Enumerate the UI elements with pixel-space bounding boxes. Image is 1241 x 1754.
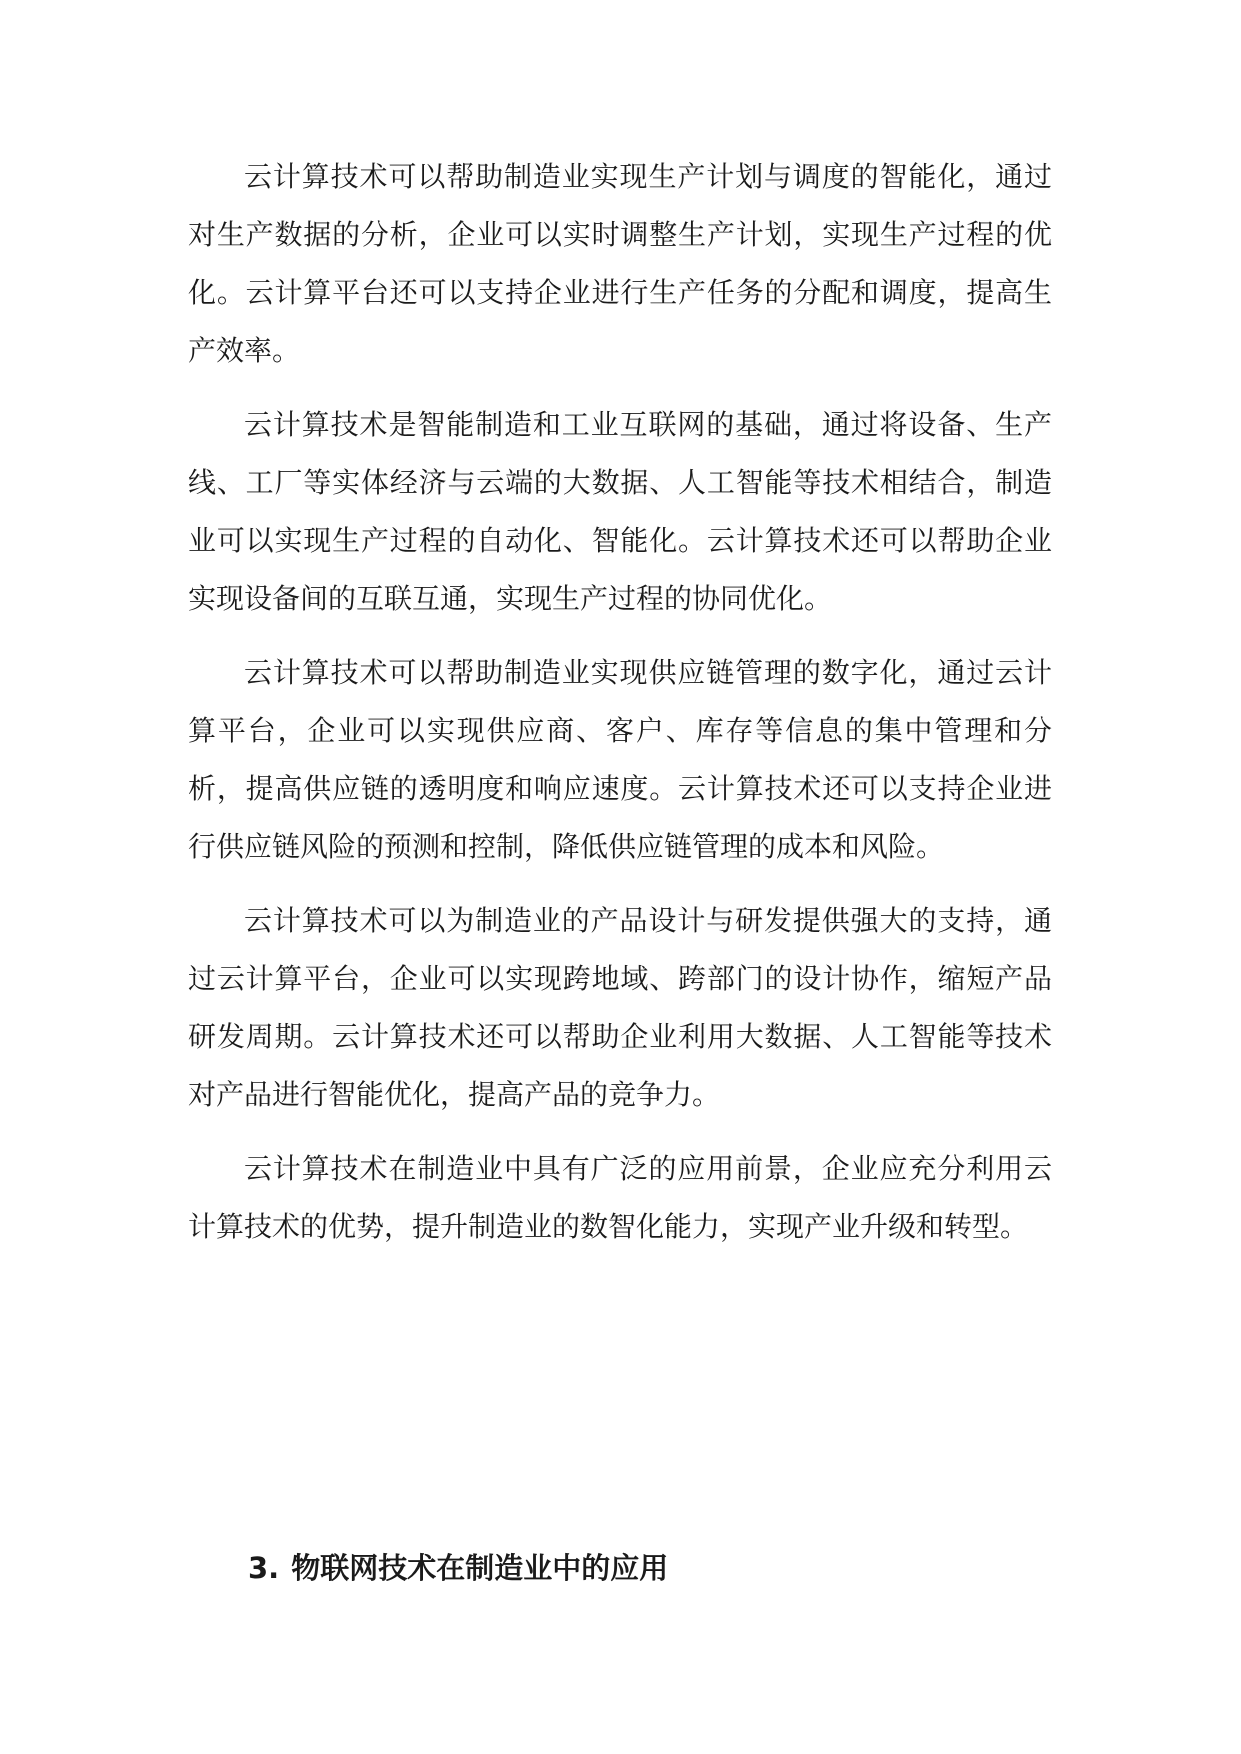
paragraph-product-design: 云计算技术可以为制造业的产品设计与研发提供强大的支持，通过云计算平台，企业可以实现跨地域、跨部门的设计协作，缩短产品研发周期。云计算技术还可以帮助企业利用大数据、人工智能等技术对产品进行智能优化，提高产品的竞争力。 [188, 904, 1052, 1111]
section-number: 3. [248, 1551, 280, 1585]
paragraph-conclusion: 云计算技术在制造业中具有广泛的应用前景，企业应充分利用云计算技术的优势，提升制造业的数智化能力，实现产业升级和转型。 [188, 1152, 1052, 1243]
section-heading [248, 1548, 1048, 1588]
section-title: 物联网技术在制造业中的应用 [291, 1551, 669, 1585]
body-text [188, 148, 1052, 1272]
paragraph-supply-chain: 云计算技术可以帮助制造业实现供应链管理的数字化，通过云计算平台，企业可以实现供应商、客户、库存等信息的集中管理和分析，提高供应链的透明度和响应速度。云计算技术还可以支持企业进行供应链风险的预测和控制，降低供应链管理的成本和风险。 [188, 656, 1052, 863]
paragraph-production-scheduling: 云计算技术可以帮助制造业实现生产计划与调度的智能化，通过对生产数据的分析，企业可以实时调整生产计划，实现生产过程的优化。云计算平台还可以支持企业进行生产任务的分配和调度，提高生产效率。 [188, 160, 1052, 367]
paragraph-smart-manufacturing: 云计算技术是智能制造和工业互联网的基础，通过将设备、生产线、工厂等实体经济与云端的大数据、人工智能等技术相结合，制造业可以实现生产过程的自动化、智能化。云计算技术还可以帮助企业实现设备间的互联互通，实现生产过程的协同优化。 [188, 408, 1052, 615]
